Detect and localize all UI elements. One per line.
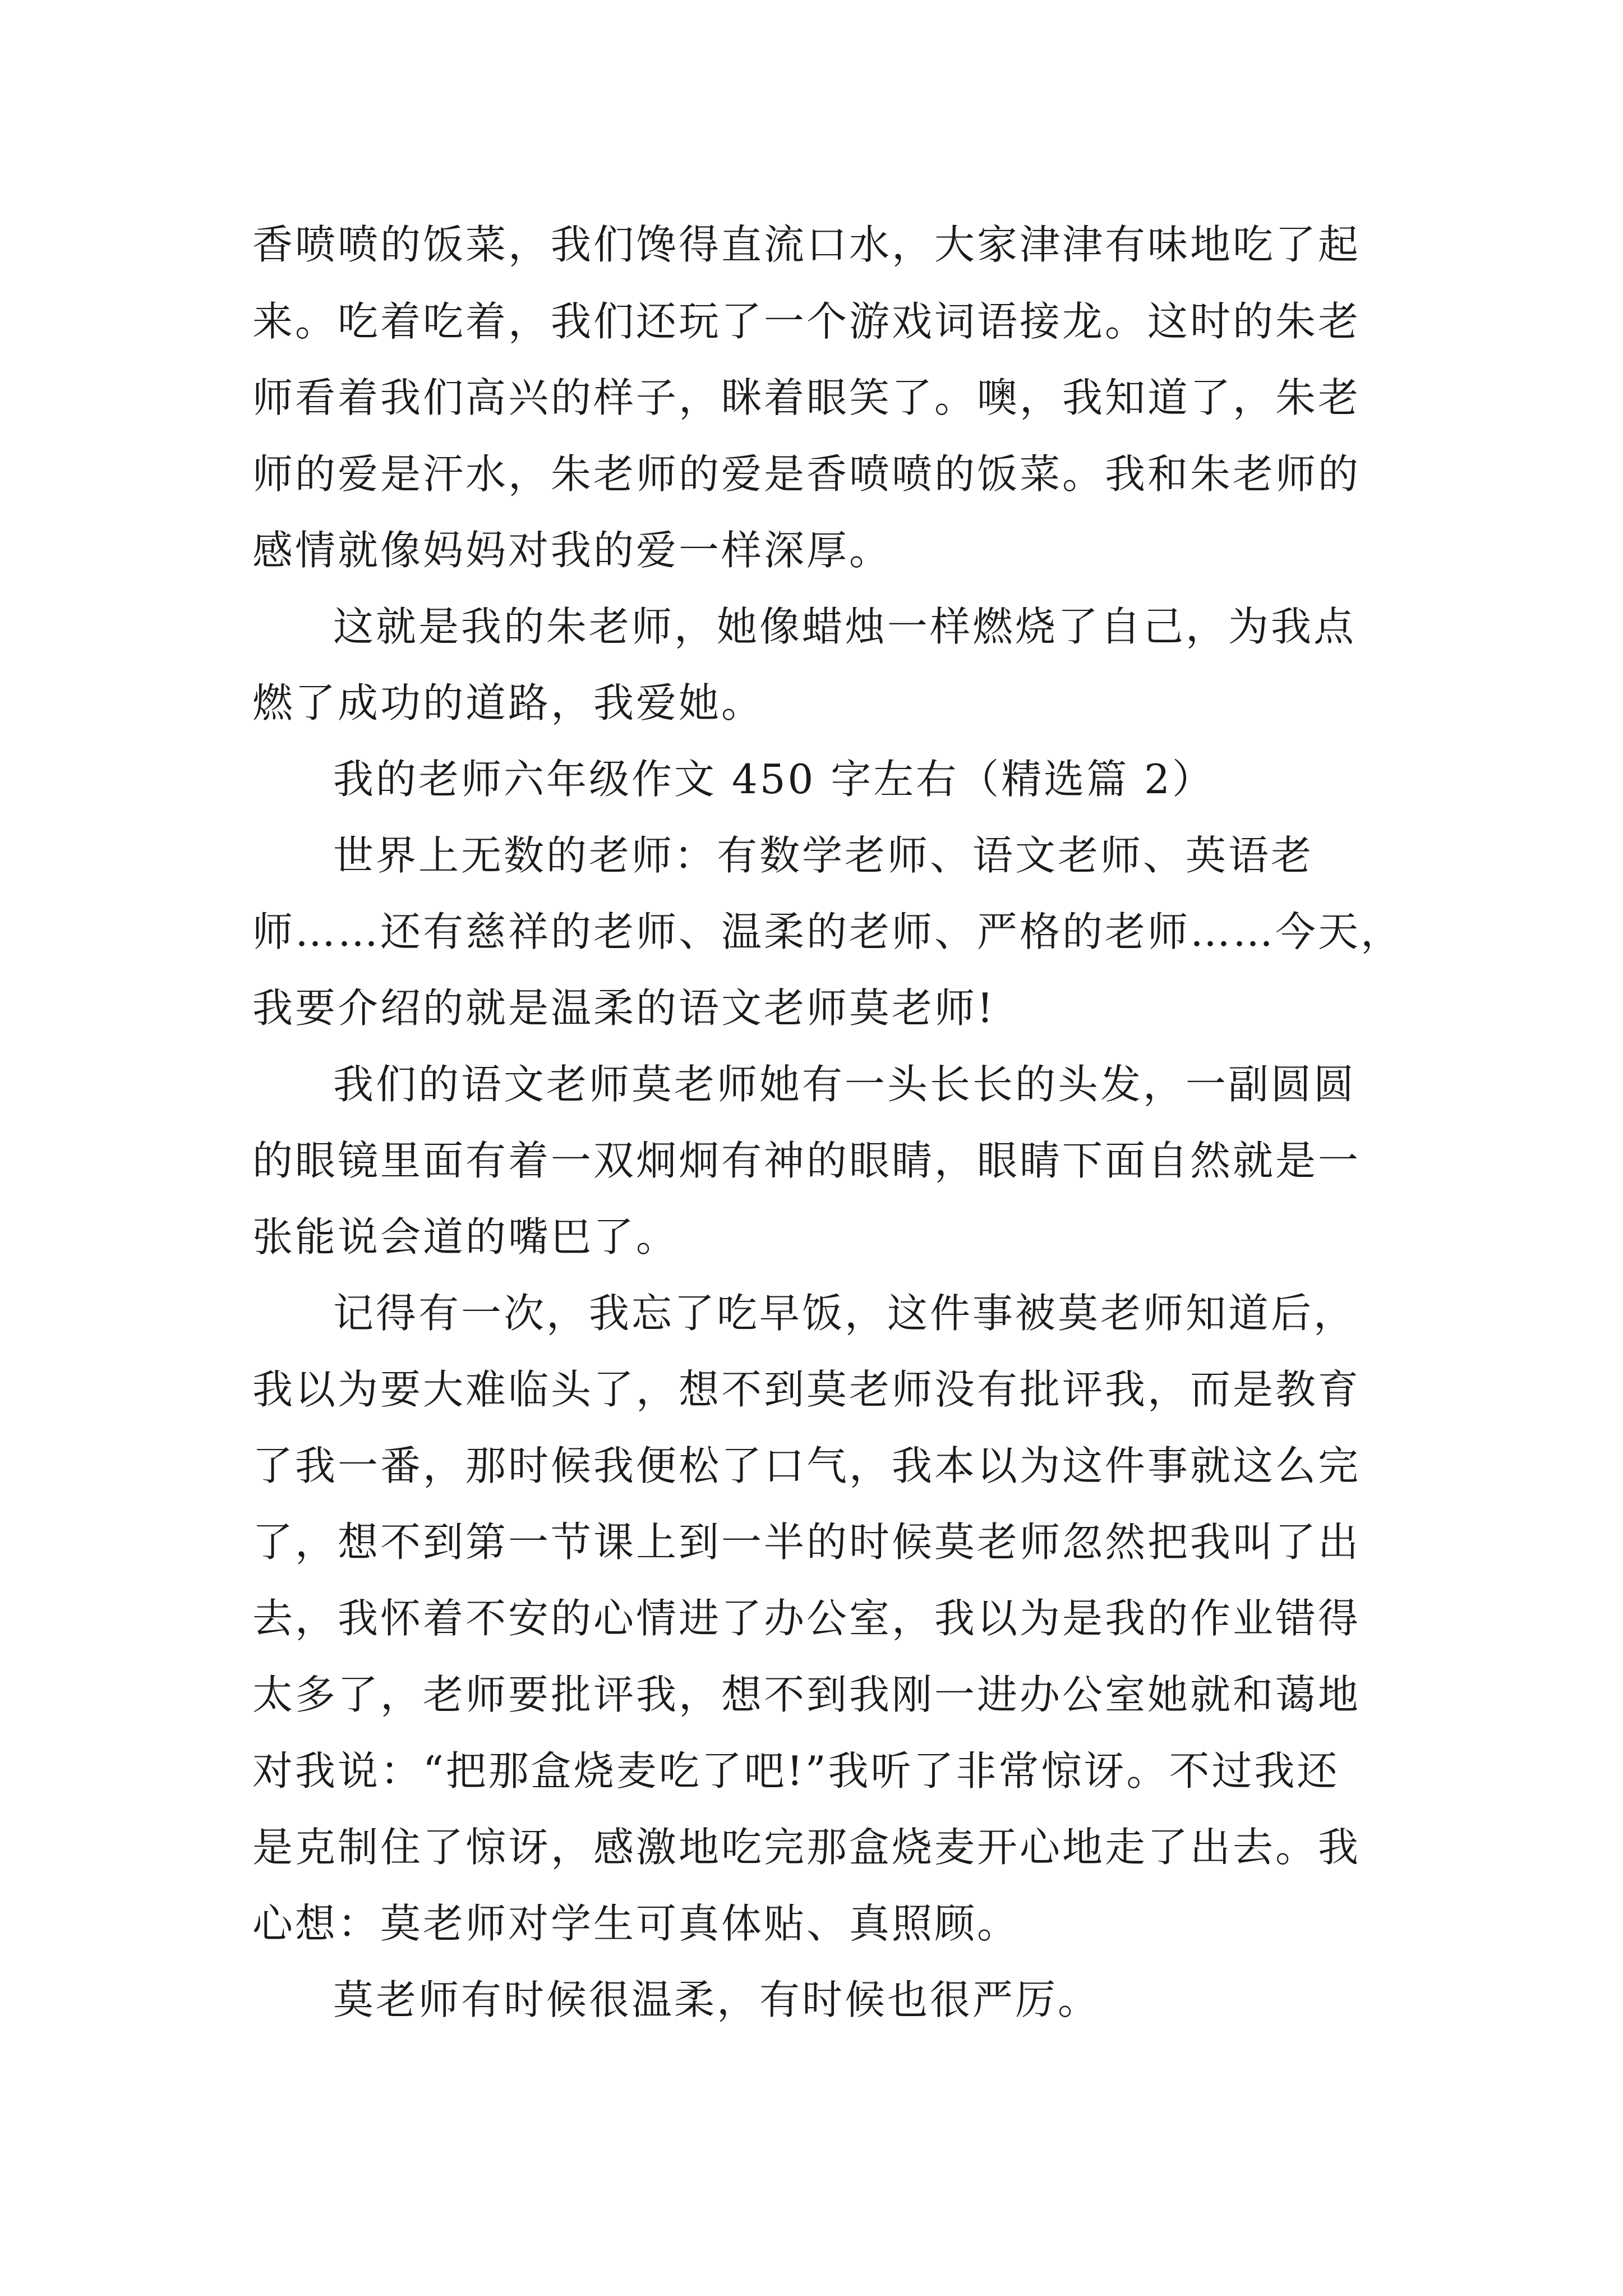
text-line: 来。吃着吃着，我们还玩了一个游戏词语接龙。这时的朱老: [252, 298, 1361, 345]
text-line: 了，想不到第一节课上到一半的时候莫老师忽然把我叫了出: [252, 1519, 1361, 1566]
text-line: 是克制住了惊讶，感激地吃完那盒烧麦开心地走了出去。我: [252, 1824, 1361, 1871]
paragraph-first-line: 世界上无数的老师：有数学老师、语文老师、英语老: [333, 832, 1314, 879]
text-line: 对我说：“把那盒烧麦吃了吧!”我听了非常惊讶。不过我还: [252, 1747, 1340, 1795]
text-line: 师看着我们高兴的样子，眯着眼笑了。噢，我知道了，朱老: [252, 374, 1361, 421]
paragraph-first-line: 记得有一次，我忘了吃早饭，这件事被莫老师知道后，: [333, 1290, 1357, 1337]
text-line: 感情就像妈妈对我的爱一样深厚。: [252, 527, 892, 574]
section-heading: 我的老师六年级作文 450 字左右（精选篇 2）: [333, 756, 1215, 803]
text-line: 我以为要大难临头了，想不到莫老师没有批评我，而是教育: [252, 1366, 1361, 1413]
paragraph-first-line: 这就是我的朱老师，她像蜡烛一样燃烧了自己，为我点: [333, 603, 1357, 650]
text-line: 师的爱是汗水，朱老师的爱是香喷喷的饭菜。我和朱老师的: [252, 450, 1361, 498]
paragraph-first-line: 我们的语文老师莫老师她有一头长长的头发，一副圆圆: [333, 1061, 1357, 1108]
text-line: 我要介绍的就是温柔的语文老师莫老师!: [252, 984, 995, 1032]
text-line: 师……还有慈祥的老师、温柔的老师、严格的老师……今天，: [252, 908, 1404, 955]
text-line: 燃了成功的道路，我爱她。: [252, 679, 764, 726]
text-line: 心想：莫老师对学生可真体贴、真照顾。: [252, 1900, 1020, 1947]
text-line: 香喷喷的饭菜，我们馋得直流口水，大家津津有味地吃了起: [252, 221, 1361, 268]
text-line: 太多了，老师要批评我，想不到我刚一进办公室她就和蔼地: [252, 1671, 1361, 1718]
text-line: 去，我怀着不安的心情进了办公室，我以为是我的作业错得: [252, 1595, 1361, 1642]
text-line: 张能说会道的嘴巴了。: [252, 1213, 679, 1260]
text-line: 的眼镜里面有着一双炯炯有神的眼睛，眼睛下面自然就是一: [252, 1137, 1361, 1184]
text-line: 了我一番，那时候我便松了口气，我本以为这件事就这么完: [252, 1442, 1361, 1489]
paragraph-first-line: 莫老师有时候很温柔，有时候也很严厉。: [333, 1976, 1101, 2023]
